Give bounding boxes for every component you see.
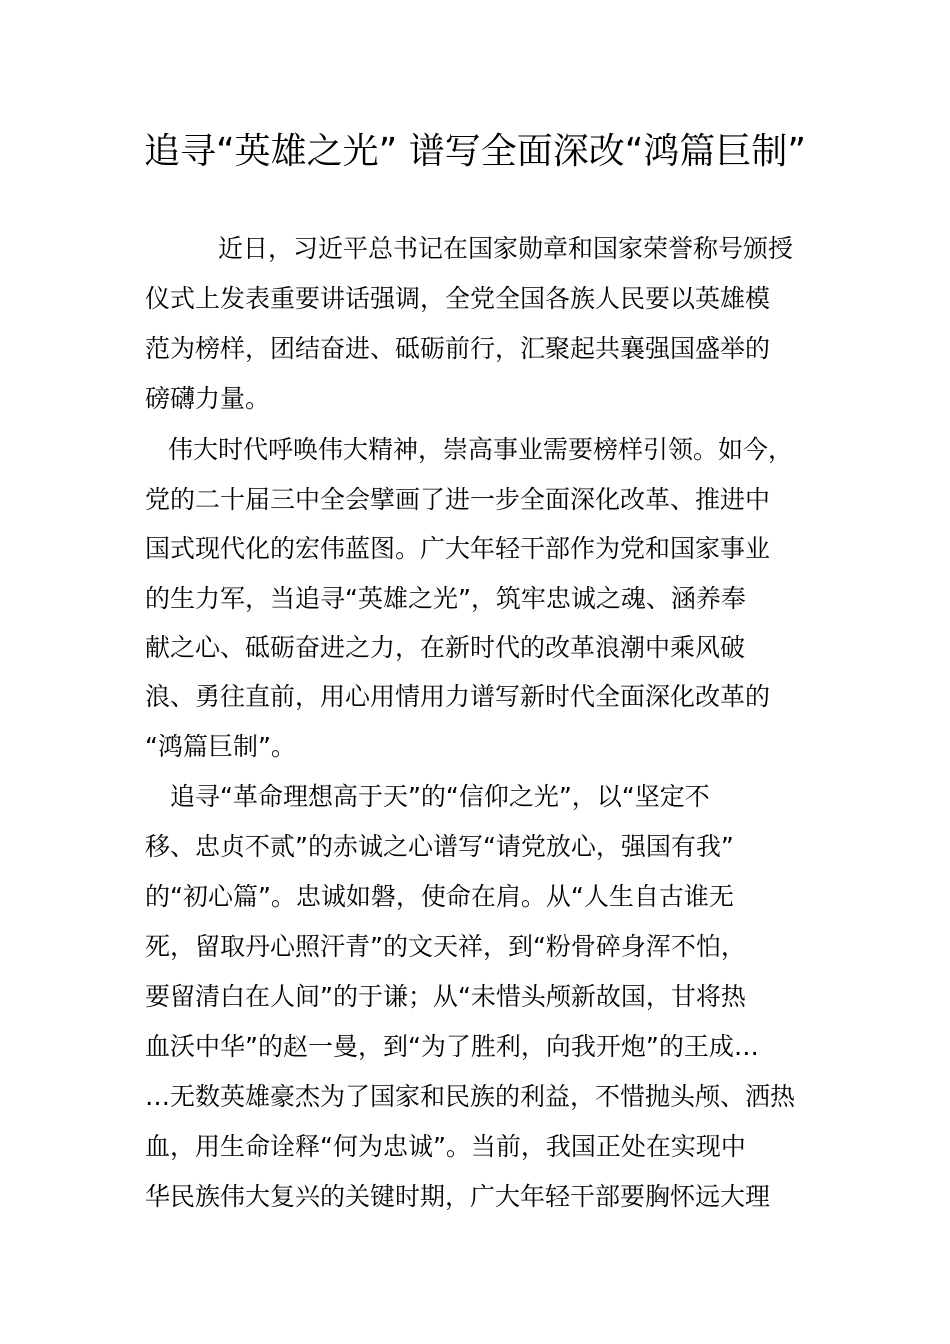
text-line: 献之心、砥砺奋进之力，在新时代的改革浪潮中乘风破 [145, 633, 746, 662]
text-line: 要留清白在人间”的于谦；从“未惜头颅新故国，甘将热 [145, 982, 746, 1011]
text-line: 追寻“革命理想高于天”的“信仰之光”，以“坚定不 [170, 782, 710, 811]
text-line: 党的二十届三中全会擘画了进一步全面深化改革、推进中 [145, 485, 771, 514]
text-line: 范为榜样，团结奋进、砥砺前行，汇聚起共襄强国盛举的 [145, 334, 771, 363]
text-line: 近日，习近平总书记在国家勋章和国家荣誉称号颁授 [218, 234, 794, 263]
document-title: 追寻“英雄之光” 谱写全面深改“鸿篇巨制” [143, 131, 807, 172]
text-line: 的“初心篇”。忠诚如磐，使命在肩。从“人生自古谁无 [145, 882, 734, 911]
text-line: 血沃中华”的赵一曼，到“为了胜利，向我开炮”的王成… [145, 1032, 759, 1061]
text-line: 浪、勇往直前，用心用情用力谱写新时代全面深化改革的 [145, 682, 771, 711]
text-line: 仪式上发表重要讲话强调，全党全国各族人民要以英雄模 [145, 284, 771, 313]
text-line: 伟大时代呼唤伟大精神，崇高事业需要榜样引领。如今， [168, 435, 794, 464]
text-line: 移、忠贞不贰”的赤诚之心谱写“请党放心，强国有我” [145, 832, 734, 861]
text-line: …无数英雄豪杰为了国家和民族的利益，不惜抛头颅、洒热 [145, 1082, 796, 1111]
text-line: 华民族伟大复兴的关键时期，广大年轻干部要胸怀远大理 [145, 1182, 771, 1211]
text-line: 死，留取丹心照汗青”的文天祥，到“粉骨碎身浑不怕， [145, 932, 746, 961]
text-line: 血，用生命诠释“何为忠诚”。当前，我国正处在实现中 [145, 1132, 746, 1161]
text-line: 磅礴力量。 [145, 384, 271, 413]
text-line: 国式现代化的宏伟蓝图。广大年轻干部作为党和国家事业 [145, 534, 771, 563]
text-line: 的生力军，当追寻“英雄之光”，筑牢忠诚之魂、涵养奉 [145, 584, 746, 613]
text-line: “鸿篇巨制”。 [145, 732, 296, 761]
